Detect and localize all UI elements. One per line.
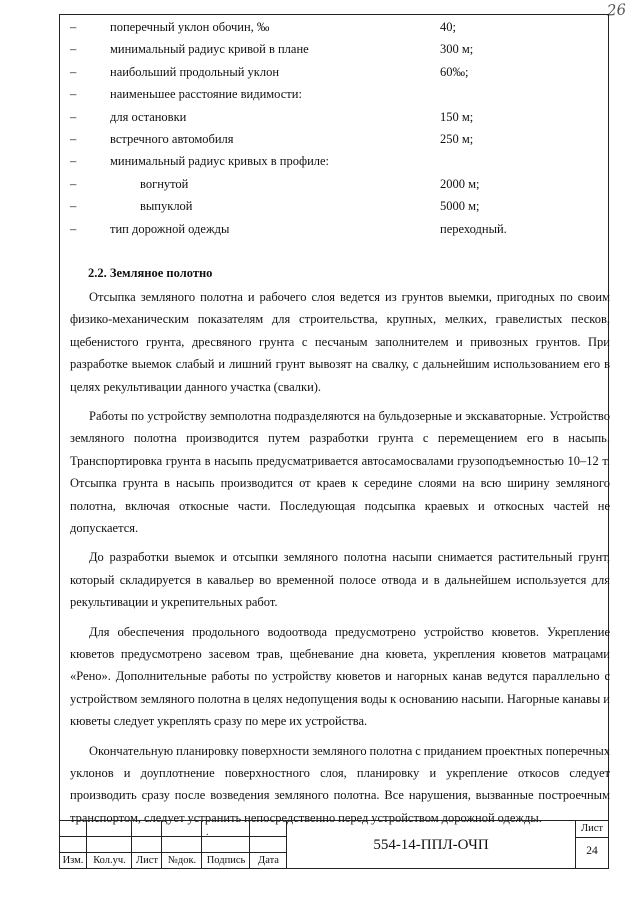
header-ndok: №док. (167, 855, 197, 866)
paragraph-4: Для обеспечения продольного водоотвода предусмотрено устройство кюветов. Укрепление кюветов предусмотрено засевом трав, щебневание дна кювета, укрепления кюветов матрацами «Рено». Дополнительные работы по устройству кюветов и нагорных канав ведутся параллельно с устройством земляного полотна в целях недопущения воды к основанию насыпи. Нагорные канавы и кюветы следует укреплять сразу по мере их устройства. (70, 624, 610, 729)
handwritten-sheet-number: 26 (606, 0, 627, 20)
spec-dash: – (70, 42, 77, 57)
spec-label: тип дорожной одежды (110, 221, 230, 236)
page-content (70, 16, 610, 836)
spec-label: поперечный уклон обочин, ‰ (110, 20, 270, 34)
spec-label: минимальный радиус кривой в плане (110, 42, 309, 57)
header-podpis: Подпись (206, 855, 246, 866)
spec-value: 40; (440, 20, 456, 34)
spec-dash: – (70, 221, 77, 236)
spec-label: встречного автомобиля (110, 131, 234, 146)
section-heading: 2.2. Земляное полотно (88, 265, 213, 280)
title-block-dot: . (206, 827, 209, 838)
header-kolvo: Кол.уч. (93, 855, 126, 866)
spec-label: выпуклой (140, 199, 193, 214)
paragraph-3: До разработки выемок и отсыпки земляного полотна насыпи снимается растительный грунт, который складируется в кавальер во временной полосе отвода и в дальнейшем используется для рекультивации и укрепительных работ. (70, 550, 610, 610)
spec-value: 5000 м; (440, 199, 480, 214)
spec-value: 60‰; (440, 64, 469, 79)
spec-value: 300 м; (440, 42, 474, 57)
sheet-label: Лист (581, 823, 603, 834)
document-code: 554-14-ППЛ-ОЧП (373, 837, 489, 853)
spec-dash: – (70, 87, 77, 102)
spec-dash: – (70, 109, 77, 124)
spec-dash: – (70, 154, 77, 169)
sheet-divider (576, 837, 608, 838)
spec-label: наибольший продольный уклон (110, 64, 280, 79)
paragraph-5: Окончательную планировку поверхности земляного полотна с приданием проектных поперечных уклонов и доуплотнение поверхностного слоя, планировку и укрепление откосов следует производить сразу после возведения земляного полотна. Все нарушения, вызванные построечным транспортом, следует устранить непосредственно перед устройством дорожной одежды. (70, 743, 610, 825)
spec-dash: – (70, 176, 77, 191)
title-block (59, 820, 609, 869)
spec-dash: – (70, 131, 77, 146)
title-block-row-line-1 (59, 836, 287, 837)
spec-value: 2000 м; (440, 176, 480, 191)
spec-label: вогнутой (140, 176, 189, 191)
paragraph-2: Работы по устройству земполотна подразделяются на бульдозерные и экскаваторные. Устройство земляного полотна производится путем разработки грунта с перемещением его в насыпь. Транспортировка грунта в насыпь предусматривается автосамосвалами грузоподъемностью 10–12 т. Отсыпка грунта в насыпь производится от краев к середине слоями на всю ширину земляного полотна, включая откосные части. Последующая подсыпка краевых и откосных частей не допускается. (70, 408, 610, 535)
spec-value: переходный. (440, 221, 507, 236)
spec-label: наименьшее расстояние видимости: (110, 87, 302, 102)
spec-label: для остановки (110, 109, 187, 124)
title-block-row-line-2 (59, 852, 287, 853)
header-izm: Изм. (62, 855, 84, 866)
spec-value: 250 м; (440, 131, 474, 146)
spec-value (440, 150, 610, 172)
spec-dash: – (70, 20, 77, 34)
header-data: Дата (258, 855, 279, 866)
spec-dash: – (70, 199, 77, 214)
spec-list (70, 16, 610, 240)
header-list: Лист (136, 855, 158, 866)
spec-label: минимальный радиус кривых в профиле: (110, 154, 330, 169)
spec-value (440, 83, 610, 105)
spec-dash: – (70, 64, 77, 79)
sheet-number: 24 (586, 845, 598, 857)
paragraph-1: Отсыпка земляного полотна и рабочего слоя ведется из грунтов выемки, пригодных по своим физико-механическим показателям для строительства, крупных, мелких, гравелистых песков, щебенистого грунта, дресвяного грунта с песчаным заполнителем и привозных грунтов. При разработке выемок слабый и лишний грунт вывозят на свалку, с дальнейшим использованием его в целях рекультивации данного участка (свалки). (70, 289, 610, 394)
sheet-box (575, 821, 608, 868)
spec-value: 150 м; (440, 109, 474, 124)
